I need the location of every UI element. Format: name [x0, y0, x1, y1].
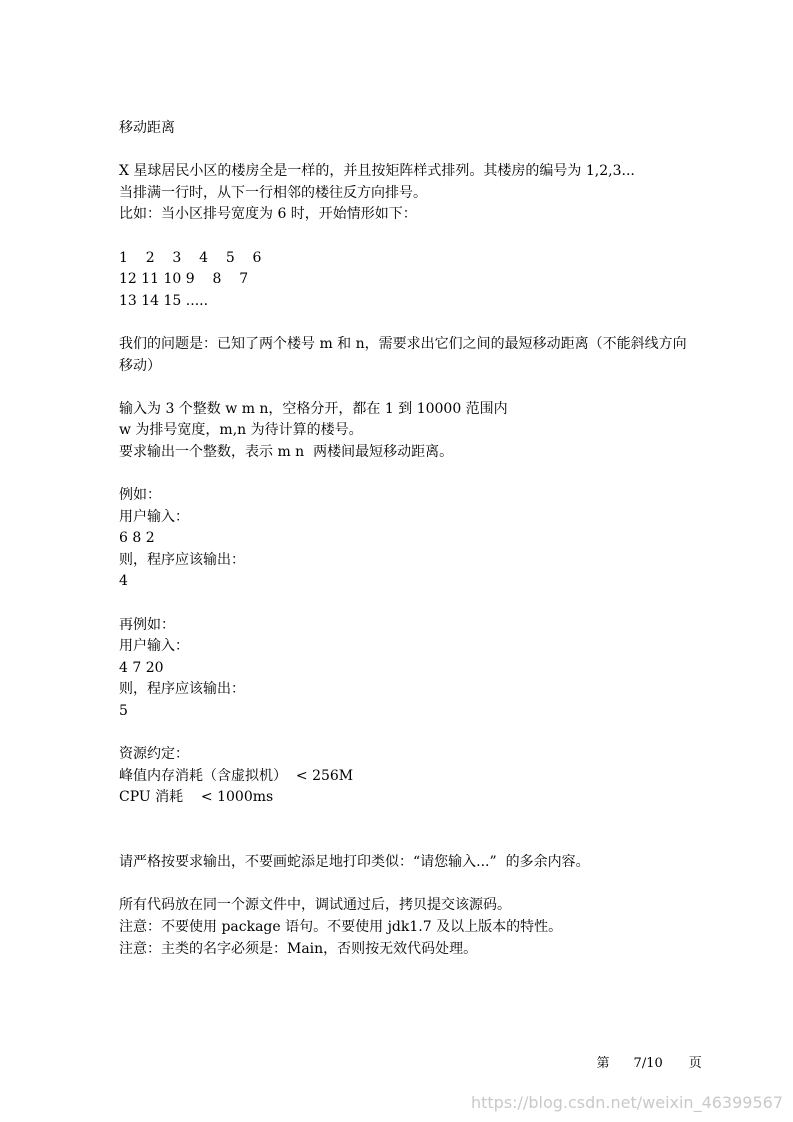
footer-page-number: 7/10	[633, 1056, 663, 1071]
text-line: 5	[119, 703, 128, 720]
text-line: 用户输入：	[119, 508, 189, 525]
text-line: 注意：不要使用 package 语句。不要使用 jdk1.7 及以上版本的特性。	[119, 918, 563, 935]
blank-line	[119, 464, 719, 486]
footer-di: 第	[596, 1056, 610, 1071]
text-line: 要求输出一个整数，表示 m n 两楼间最短移动距离。	[119, 443, 454, 460]
text-line: 峰值内存消耗（含虚拟机） < 256M	[119, 767, 354, 784]
blank-line	[119, 312, 719, 334]
text-line: 当排满一行时，从下一行相邻的楼往反方向排号。	[119, 184, 427, 201]
text-line: 13 14 15 .....	[119, 292, 209, 309]
text-line: 6 8 2	[119, 530, 155, 547]
text-line: 则，程序应该输出：	[119, 681, 245, 698]
text-line: 则，程序应该输出：	[119, 551, 245, 568]
text-line: 再例如：	[119, 616, 175, 633]
document-body	[119, 118, 719, 960]
blank-line	[119, 831, 719, 853]
text-line: 4	[119, 573, 128, 590]
blank-line	[119, 377, 719, 399]
text-line: 4 7 20	[119, 659, 164, 676]
text-line: 比如：当小区排号宽度为 6 时，开始情形如下：	[119, 206, 417, 223]
text-line: 我们的问题是：已知了两个楼号 m 和 n，需要求出它们之间的最短移动距离（不能斜线方向	[119, 335, 687, 352]
blank-line	[119, 809, 719, 831]
blank-line	[119, 140, 719, 162]
page-footer	[580, 1040, 702, 1088]
text-line: 例如：	[119, 487, 161, 504]
text-line: CPU 消耗 < 1000ms	[119, 789, 274, 806]
text-line: w 为排号宽度，m,n 为待计算的楼号。	[119, 422, 363, 439]
text-line: 输入为 3 个整数 w m n，空格分开，都在 1 到 10000 范围内	[119, 400, 508, 417]
blank-line	[119, 723, 719, 745]
watermark: https://blog.csdn.net/weixin_46399567	[470, 1093, 783, 1112]
text-line: 1 2 3 4 5 6	[119, 249, 262, 266]
blank-line	[119, 874, 719, 896]
text-line: 用户输入：	[119, 638, 189, 655]
document-title: 移动距离	[119, 120, 175, 136]
blank-line	[119, 593, 719, 615]
text-line: 资源约定：	[119, 746, 189, 763]
blank-line	[119, 226, 719, 248]
text-line: 注意：主类的名字必须是：Main，否则按无效代码处理。	[119, 940, 478, 957]
text-line: 请严格按要求输出，不要画蛇添足地打印类似：“请您输入...” 的多余内容。	[119, 854, 590, 871]
text-line: 12 11 10 9 8 7	[119, 271, 249, 288]
text-line: 所有代码放在同一个源文件中，调试通过后，拷贝提交该源码。	[119, 897, 511, 914]
text-line: 移动）	[119, 357, 161, 374]
footer-ye: 页	[688, 1056, 702, 1071]
text-line: X 星球居民小区的楼房全是一样的，并且按矩阵样式排列。其楼房的编号为 1,2,3...	[119, 163, 635, 180]
